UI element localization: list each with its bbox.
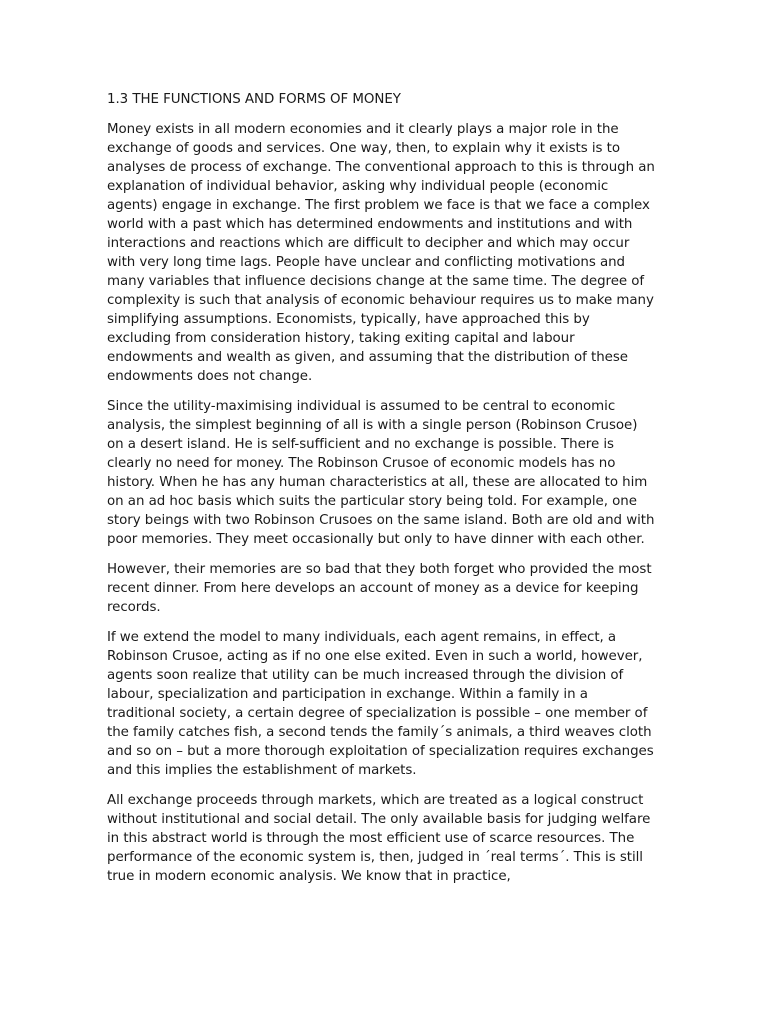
paragraph-4: If we extend the model to many individuals, each agent remains, in effect, a Robinson Crusoe, acting as if no one else exited. Even in such a world, however, agents soon realize that utility can be much increased through the division of labour, specialization and participation in exchange. Within a family in a traditional society, a certain degree of specialization is possible – one member of the family catches fish, a second tends the family´s animals, a third weaves cloth and so on – but a more thorough exploitation of specialization requires exchanges and this implies the establishment of markets. xyxy=(107,630,654,778)
paragraph-2: Since the utility-maximising individual is assumed to be central to economic analysis, the simplest beginning of all is with a single person (Robinson Crusoe) on a desert island. He is self-sufficient and no exchange is possible. There is clearly no need for money. The Robinson Crusoe of economic models has no history. When he has any human characteristics at all, these are allocated to him on an ad hoc basis which suits the particular story being told. For example, one story beings with two Robinson Crusoes on the same island. Both are old and with poor memories. They meet occasionally but only to have dinner with each other. xyxy=(107,399,655,547)
paragraph-3: However, their memories are so bad that they both forget who provided the most recent dinner. From here develops an account of money as a device for keeping records. xyxy=(107,562,652,615)
section-heading: 1.3 THE FUNCTIONS AND FORMS OF MONEY xyxy=(107,92,401,107)
paragraph-1: Money exists in all modern economies and it clearly plays a major role in the exchange of goods and services. One way, then, to explain why it exists is to analyses de process of exchange. The conventional approach to this is through an explanation of individual behavior, asking why individual people (economic agents) engage in exchange. The first problem we face is that we face a complex world with a past which has determined endowments and institutions and with interactions and reactions which are difficult to decipher and which may occur with very long time lags. People have unclear and conflicting motivations and many variables that influence decisions change at the same time. The degree of complexity is such that analysis of economic behaviour requires us to make many simplifying assumptions. Economists, typically, have approached this by excluding from consideration history, taking exiting capital and labour endowments and wealth as given, and assuming that the distribution of these endowments does not change. xyxy=(107,122,655,384)
paragraph-5: All exchange proceeds through markets, which are treated as a logical construct without institutional and social detail. The only available basis for judging welfare in this abstract world is through the most efficient use of scarce resources. The performance of the economic system is, then, judged in ´real terms´. This is still true in modern economic analysis. We know that in practice, xyxy=(107,793,651,884)
document-body xyxy=(107,90,655,897)
